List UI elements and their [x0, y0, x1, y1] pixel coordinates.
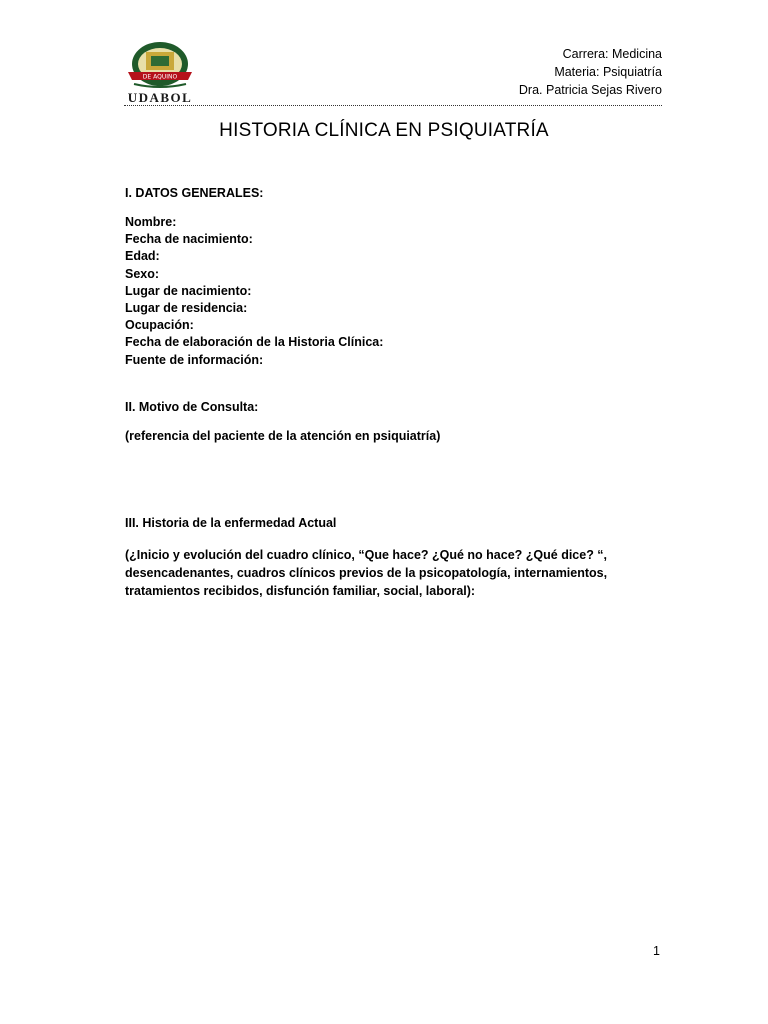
field-sex: Sexo: [125, 266, 160, 281]
section1-heading: I. DATOS GENERALES: [125, 186, 264, 200]
logo-wordmark: UDABOL [127, 90, 193, 105]
general-data-fields [125, 214, 383, 369]
field-record-date: Fecha de elaboración de la Historia Clínica: [125, 335, 384, 350]
field-birthdate: Fecha de nacimiento: [125, 232, 253, 247]
header-doctor: Dra. Patricia Sejas Rivero [518, 83, 662, 97]
svg-text:DE AQUINO: DE AQUINO [142, 73, 178, 81]
udabol-logo [124, 40, 196, 106]
header-subject: Materia: Psiquiatría [554, 65, 662, 79]
section2-heading: II. Motivo de Consulta: [125, 400, 259, 414]
field-name: Nombre: [125, 215, 177, 229]
header-career: Carrera: Medicina [562, 47, 662, 61]
field-residence: Lugar de residencia: [125, 301, 248, 316]
section3-text: (¿Inicio y evolución del cuadro clínico, “Que hace? ¿Qué no hace? ¿Qué dice? “, desencadenantes, cuadros clínicos previos de la psicopatología, internamientos, tratamientos recibidos, disfunción familiar, social, laboral): [125, 548, 608, 598]
page-title: HISTORIA CLÍNICA EN PSIQUIATRÍA [219, 120, 549, 141]
section3-heading: III. Historia de la enfermedad Actual [125, 516, 337, 530]
field-age: Edad: [125, 249, 160, 264]
field-source: Fuente de información: [125, 352, 264, 367]
section2-text: (referencia del paciente de la atención en psiquiatría) [125, 429, 441, 443]
field-birthplace: Lugar de nacimiento: [125, 283, 252, 298]
page-number: 1 [653, 944, 660, 958]
header-divider [124, 105, 662, 106]
header-info [519, 45, 662, 99]
field-occupation: Ocupación: [125, 318, 194, 333]
university-seal-icon [124, 40, 196, 90]
